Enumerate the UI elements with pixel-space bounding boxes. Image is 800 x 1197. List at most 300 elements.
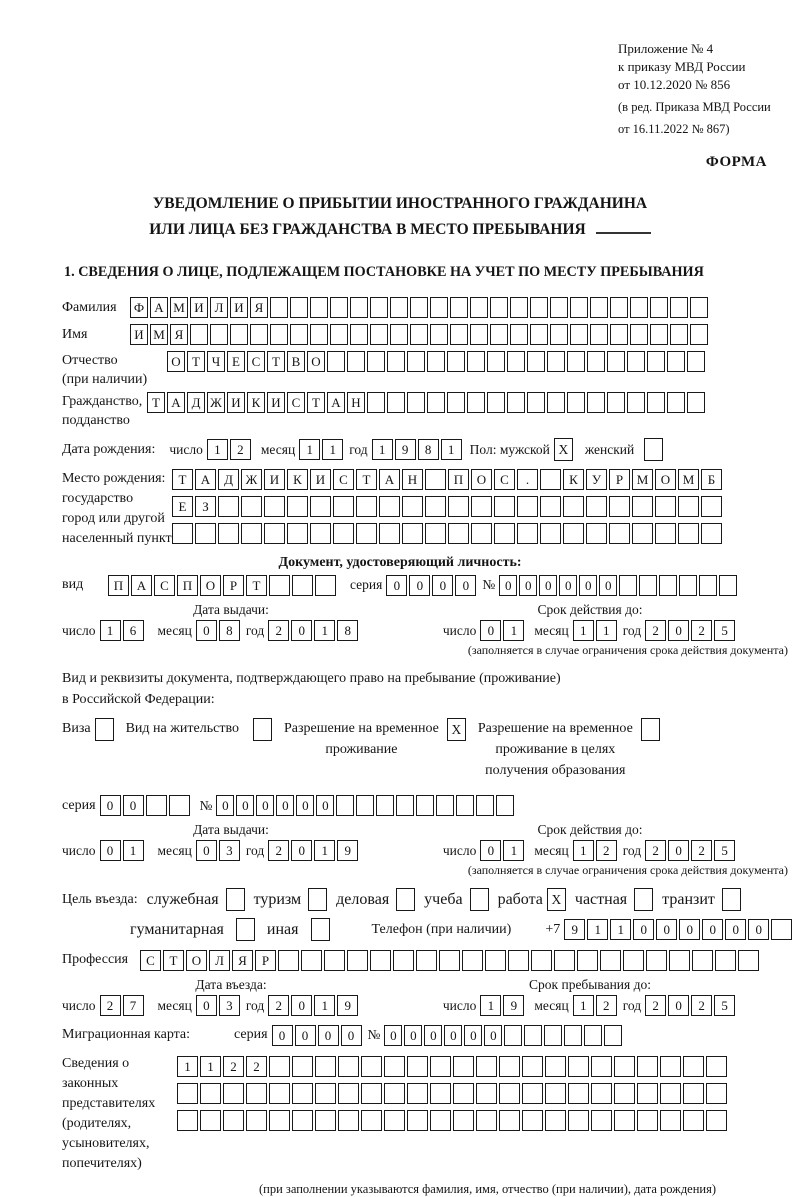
form-cell[interactable] <box>367 351 385 372</box>
form-cell[interactable] <box>719 575 737 596</box>
form-cell[interactable] <box>522 1110 543 1131</box>
form-cell[interactable]: 1 <box>372 439 393 460</box>
form-cell[interactable] <box>499 1083 520 1104</box>
purpose-official-checkbox[interactable] <box>226 888 245 911</box>
form-cell[interactable]: 0 <box>725 919 746 940</box>
form-cell[interactable] <box>690 324 708 345</box>
form-cell[interactable]: А <box>167 392 185 413</box>
form-cell[interactable]: Д <box>218 469 239 490</box>
form-cell[interactable] <box>447 351 465 372</box>
form-cell[interactable] <box>527 392 545 413</box>
form-cell[interactable] <box>330 297 348 318</box>
form-cell[interactable] <box>356 496 377 517</box>
form-cell[interactable] <box>292 575 313 596</box>
form-cell[interactable]: 0 <box>386 575 407 596</box>
form-cell[interactable]: 2 <box>268 840 289 861</box>
form-cell[interactable] <box>476 795 494 816</box>
form-cell[interactable]: У <box>586 469 607 490</box>
form-cell[interactable] <box>310 297 328 318</box>
form-cell[interactable] <box>269 1083 290 1104</box>
form-cell[interactable] <box>655 496 676 517</box>
form-cell[interactable] <box>706 1110 727 1131</box>
form-cell[interactable] <box>356 523 377 544</box>
form-cell[interactable]: 0 <box>272 1025 293 1046</box>
form-cell[interactable] <box>564 1025 582 1046</box>
form-cell[interactable] <box>361 1056 382 1077</box>
form-cell[interactable] <box>692 950 713 971</box>
form-cell[interactable] <box>384 1083 405 1104</box>
form-cell[interactable] <box>410 324 428 345</box>
form-cell[interactable] <box>647 392 665 413</box>
form-cell[interactable] <box>172 523 193 544</box>
form-cell[interactable]: 2 <box>268 995 289 1016</box>
form-cell[interactable] <box>637 1110 658 1131</box>
form-cell[interactable]: З <box>195 496 216 517</box>
form-cell[interactable]: 0 <box>196 995 217 1016</box>
form-cell[interactable] <box>499 1110 520 1131</box>
form-cell[interactable] <box>490 297 508 318</box>
form-cell[interactable]: 0 <box>100 840 121 861</box>
form-cell[interactable] <box>430 297 448 318</box>
form-cell[interactable]: 2 <box>691 620 712 641</box>
form-cell[interactable]: 5 <box>714 995 735 1016</box>
form-cell[interactable] <box>540 523 561 544</box>
form-cell[interactable]: Т <box>187 351 205 372</box>
form-cell[interactable] <box>370 297 388 318</box>
form-cell[interactable] <box>195 523 216 544</box>
form-cell[interactable] <box>338 1110 359 1131</box>
form-cell[interactable] <box>567 351 585 372</box>
form-cell[interactable]: 0 <box>668 620 689 641</box>
form-cell[interactable]: И <box>267 392 285 413</box>
form-cell[interactable]: 9 <box>337 995 358 1016</box>
form-cell[interactable] <box>327 351 345 372</box>
form-cell[interactable] <box>669 950 690 971</box>
form-cell[interactable]: 0 <box>296 795 314 816</box>
form-cell[interactable] <box>738 950 759 971</box>
form-cell[interactable] <box>350 324 368 345</box>
form-cell[interactable]: 0 <box>579 575 597 596</box>
form-cell[interactable]: 0 <box>236 795 254 816</box>
form-cell[interactable]: 1 <box>123 840 144 861</box>
form-cell[interactable]: О <box>471 469 492 490</box>
form-cell[interactable] <box>524 1025 542 1046</box>
form-cell[interactable] <box>678 496 699 517</box>
form-cell[interactable]: Е <box>227 351 245 372</box>
form-cell[interactable] <box>456 795 474 816</box>
form-cell[interactable] <box>210 324 228 345</box>
form-cell[interactable] <box>269 575 290 596</box>
form-cell[interactable] <box>324 950 345 971</box>
form-cell[interactable] <box>550 297 568 318</box>
form-cell[interactable]: П <box>108 575 129 596</box>
form-cell[interactable] <box>517 496 538 517</box>
form-cell[interactable]: 2 <box>645 840 666 861</box>
purpose-work-checkbox[interactable]: X <box>547 888 566 911</box>
form-cell[interactable]: 1 <box>480 995 501 1016</box>
form-cell[interactable] <box>396 795 414 816</box>
form-cell[interactable] <box>310 324 328 345</box>
form-cell[interactable]: В <box>287 351 305 372</box>
form-cell[interactable]: 2 <box>645 620 666 641</box>
form-cell[interactable] <box>338 1083 359 1104</box>
form-cell[interactable] <box>384 1110 405 1131</box>
form-cell[interactable]: 1 <box>314 995 335 1016</box>
form-cell[interactable] <box>647 351 665 372</box>
form-cell[interactable]: 0 <box>633 919 654 940</box>
form-cell[interactable] <box>223 1083 244 1104</box>
form-cell[interactable] <box>494 496 515 517</box>
form-cell[interactable] <box>292 1110 313 1131</box>
rvp-education-checkbox[interactable] <box>641 718 660 741</box>
form-cell[interactable]: Р <box>609 469 630 490</box>
form-cell[interactable]: 0 <box>291 620 312 641</box>
form-cell[interactable] <box>330 324 348 345</box>
form-cell[interactable]: Т <box>246 575 267 596</box>
form-cell[interactable]: И <box>227 392 245 413</box>
form-cell[interactable] <box>476 1056 497 1077</box>
form-cell[interactable] <box>241 496 262 517</box>
form-cell[interactable] <box>190 324 208 345</box>
form-cell[interactable]: Я <box>170 324 188 345</box>
form-cell[interactable] <box>471 496 492 517</box>
form-cell[interactable]: Н <box>347 392 365 413</box>
form-cell[interactable]: И <box>190 297 208 318</box>
form-cell[interactable] <box>439 950 460 971</box>
form-cell[interactable]: . <box>517 469 538 490</box>
form-cell[interactable]: С <box>247 351 265 372</box>
form-cell[interactable] <box>683 1056 704 1077</box>
form-cell[interactable] <box>177 1110 198 1131</box>
form-cell[interactable] <box>701 523 722 544</box>
rvp-checkbox[interactable]: X <box>447 718 466 741</box>
form-cell[interactable] <box>393 950 414 971</box>
form-cell[interactable] <box>402 523 423 544</box>
form-cell[interactable] <box>269 1110 290 1131</box>
form-cell[interactable] <box>547 392 565 413</box>
form-cell[interactable] <box>287 496 308 517</box>
form-cell[interactable]: Ч <box>207 351 225 372</box>
form-cell[interactable]: 2 <box>596 995 617 1016</box>
form-cell[interactable]: И <box>310 469 331 490</box>
form-cell[interactable] <box>430 1110 451 1131</box>
form-cell[interactable]: 0 <box>748 919 769 940</box>
form-cell[interactable]: А <box>195 469 216 490</box>
form-cell[interactable] <box>407 392 425 413</box>
form-cell[interactable] <box>292 1083 313 1104</box>
form-cell[interactable] <box>660 1110 681 1131</box>
form-cell[interactable]: 1 <box>100 620 121 641</box>
form-cell[interactable] <box>407 1083 428 1104</box>
form-cell[interactable] <box>290 297 308 318</box>
form-cell[interactable] <box>508 950 529 971</box>
form-cell[interactable]: 2 <box>230 439 251 460</box>
form-cell[interactable] <box>715 950 736 971</box>
form-cell[interactable] <box>544 1025 562 1046</box>
form-cell[interactable]: 0 <box>276 795 294 816</box>
form-cell[interactable] <box>600 950 621 971</box>
gender-female-checkbox[interactable] <box>644 438 663 461</box>
form-cell[interactable]: 1 <box>299 439 320 460</box>
form-cell[interactable] <box>407 1056 428 1077</box>
form-cell[interactable] <box>496 795 514 816</box>
form-cell[interactable]: Я <box>232 950 253 971</box>
form-cell[interactable] <box>609 496 630 517</box>
form-cell[interactable] <box>430 324 448 345</box>
form-cell[interactable]: 2 <box>691 840 712 861</box>
form-cell[interactable] <box>690 297 708 318</box>
form-cell[interactable]: 1 <box>441 439 462 460</box>
form-cell[interactable] <box>476 1083 497 1104</box>
form-cell[interactable]: 1 <box>587 919 608 940</box>
form-cell[interactable]: 0 <box>464 1025 482 1046</box>
form-cell[interactable] <box>527 351 545 372</box>
form-cell[interactable] <box>407 351 425 372</box>
form-cell[interactable]: 0 <box>404 1025 422 1046</box>
form-cell[interactable] <box>630 324 648 345</box>
form-cell[interactable]: Т <box>307 392 325 413</box>
form-cell[interactable] <box>632 496 653 517</box>
form-cell[interactable]: 9 <box>503 995 524 1016</box>
form-cell[interactable]: Р <box>223 575 244 596</box>
form-cell[interactable]: 0 <box>432 575 453 596</box>
form-cell[interactable] <box>467 351 485 372</box>
form-cell[interactable]: А <box>131 575 152 596</box>
form-cell[interactable] <box>470 324 488 345</box>
form-cell[interactable] <box>270 324 288 345</box>
form-cell[interactable] <box>402 496 423 517</box>
form-cell[interactable]: 1 <box>610 919 631 940</box>
form-cell[interactable]: Т <box>147 392 165 413</box>
form-cell[interactable]: 0 <box>455 575 476 596</box>
form-cell[interactable] <box>540 469 561 490</box>
form-cell[interactable]: К <box>247 392 265 413</box>
form-cell[interactable] <box>333 496 354 517</box>
form-cell[interactable] <box>430 1083 451 1104</box>
form-cell[interactable] <box>568 1110 589 1131</box>
form-cell[interactable]: 1 <box>207 439 228 460</box>
form-cell[interactable]: 2 <box>100 995 121 1016</box>
form-cell[interactable] <box>310 523 331 544</box>
form-cell[interactable]: 0 <box>196 840 217 861</box>
form-cell[interactable] <box>487 392 505 413</box>
form-cell[interactable] <box>706 1056 727 1077</box>
form-cell[interactable] <box>410 297 428 318</box>
form-cell[interactable] <box>610 297 628 318</box>
form-cell[interactable] <box>660 1083 681 1104</box>
form-cell[interactable]: 1 <box>177 1056 198 1077</box>
form-cell[interactable] <box>246 1110 267 1131</box>
form-cell[interactable] <box>287 523 308 544</box>
form-cell[interactable] <box>453 1056 474 1077</box>
form-cell[interactable] <box>586 523 607 544</box>
form-cell[interactable] <box>250 324 268 345</box>
form-cell[interactable]: 2 <box>223 1056 244 1077</box>
form-cell[interactable] <box>646 950 667 971</box>
form-cell[interactable]: О <box>167 351 185 372</box>
form-cell[interactable]: 0 <box>559 575 577 596</box>
form-cell[interactable]: 9 <box>337 840 358 861</box>
form-cell[interactable]: 0 <box>291 995 312 1016</box>
form-cell[interactable] <box>476 1110 497 1131</box>
form-cell[interactable]: К <box>563 469 584 490</box>
form-cell[interactable]: 0 <box>100 795 121 816</box>
purpose-transit-checkbox[interactable] <box>722 888 741 911</box>
form-cell[interactable]: 1 <box>573 840 594 861</box>
form-cell[interactable] <box>292 1056 313 1077</box>
form-cell[interactable] <box>416 950 437 971</box>
form-cell[interactable]: С <box>287 392 305 413</box>
form-cell[interactable] <box>470 297 488 318</box>
form-cell[interactable] <box>607 351 625 372</box>
form-cell[interactable] <box>545 1083 566 1104</box>
form-cell[interactable] <box>627 392 645 413</box>
form-cell[interactable] <box>347 950 368 971</box>
form-cell[interactable]: 1 <box>573 995 594 1016</box>
form-cell[interactable]: 0 <box>318 1025 339 1046</box>
form-cell[interactable]: 8 <box>418 439 439 460</box>
form-cell[interactable]: А <box>150 297 168 318</box>
form-cell[interactable] <box>545 1110 566 1131</box>
form-cell[interactable] <box>563 496 584 517</box>
form-cell[interactable]: С <box>154 575 175 596</box>
purpose-humanitarian-checkbox[interactable] <box>236 918 255 941</box>
form-cell[interactable]: 0 <box>424 1025 442 1046</box>
form-cell[interactable]: 0 <box>484 1025 502 1046</box>
form-cell[interactable] <box>499 1056 520 1077</box>
form-cell[interactable]: 0 <box>341 1025 362 1046</box>
form-cell[interactable] <box>315 1110 336 1131</box>
form-cell[interactable] <box>679 575 697 596</box>
form-cell[interactable] <box>678 523 699 544</box>
form-cell[interactable] <box>376 795 394 816</box>
form-cell[interactable] <box>370 324 388 345</box>
form-cell[interactable] <box>614 1083 635 1104</box>
form-cell[interactable]: П <box>177 575 198 596</box>
form-cell[interactable] <box>485 950 506 971</box>
form-cell[interactable] <box>667 392 685 413</box>
form-cell[interactable]: О <box>186 950 207 971</box>
form-cell[interactable]: Ж <box>241 469 262 490</box>
form-cell[interactable]: 3 <box>219 995 240 1016</box>
residence-permit-checkbox[interactable] <box>253 718 272 741</box>
form-cell[interactable]: 0 <box>499 575 517 596</box>
form-cell[interactable] <box>604 1025 622 1046</box>
form-cell[interactable] <box>586 496 607 517</box>
form-cell[interactable] <box>699 575 717 596</box>
form-cell[interactable]: А <box>327 392 345 413</box>
form-cell[interactable] <box>568 1056 589 1077</box>
form-cell[interactable] <box>200 1110 221 1131</box>
form-cell[interactable] <box>587 392 605 413</box>
form-cell[interactable] <box>200 1083 221 1104</box>
form-cell[interactable]: 1 <box>596 620 617 641</box>
form-cell[interactable] <box>379 496 400 517</box>
form-cell[interactable]: К <box>287 469 308 490</box>
form-cell[interactable] <box>683 1083 704 1104</box>
form-cell[interactable]: 0 <box>668 840 689 861</box>
form-cell[interactable] <box>448 496 469 517</box>
form-cell[interactable] <box>667 351 685 372</box>
form-cell[interactable]: 2 <box>596 840 617 861</box>
form-cell[interactable]: И <box>230 297 248 318</box>
form-cell[interactable] <box>310 496 331 517</box>
form-cell[interactable]: О <box>307 351 325 372</box>
form-cell[interactable] <box>530 297 548 318</box>
form-cell[interactable]: 0 <box>702 919 723 940</box>
form-cell[interactable] <box>425 469 446 490</box>
form-cell[interactable]: М <box>678 469 699 490</box>
form-cell[interactable] <box>670 324 688 345</box>
form-cell[interactable]: 1 <box>314 620 335 641</box>
form-cell[interactable] <box>584 1025 602 1046</box>
form-cell[interactable] <box>146 795 167 816</box>
form-cell[interactable]: С <box>140 950 161 971</box>
form-cell[interactable]: 5 <box>714 620 735 641</box>
form-cell[interactable] <box>610 324 628 345</box>
purpose-business-checkbox[interactable] <box>396 888 415 911</box>
form-cell[interactable]: 7 <box>123 995 144 1016</box>
form-cell[interactable]: 9 <box>395 439 416 460</box>
form-cell[interactable]: Н <box>402 469 423 490</box>
form-cell[interactable] <box>771 919 792 940</box>
form-cell[interactable]: О <box>655 469 676 490</box>
form-cell[interactable]: Л <box>210 297 228 318</box>
form-cell[interactable] <box>278 950 299 971</box>
form-cell[interactable]: Т <box>267 351 285 372</box>
form-cell[interactable] <box>570 297 588 318</box>
form-cell[interactable] <box>246 1083 267 1104</box>
form-cell[interactable] <box>687 351 705 372</box>
form-cell[interactable] <box>416 795 434 816</box>
form-cell[interactable] <box>590 297 608 318</box>
form-cell[interactable] <box>577 950 598 971</box>
form-cell[interactable]: 0 <box>384 1025 402 1046</box>
form-cell[interactable]: 0 <box>679 919 700 940</box>
form-cell[interactable] <box>471 523 492 544</box>
form-cell[interactable] <box>270 297 288 318</box>
form-cell[interactable] <box>462 950 483 971</box>
form-cell[interactable]: 2 <box>645 995 666 1016</box>
form-cell[interactable] <box>223 1110 244 1131</box>
form-cell[interactable] <box>619 575 637 596</box>
form-cell[interactable] <box>453 1110 474 1131</box>
form-cell[interactable] <box>659 575 677 596</box>
form-cell[interactable] <box>430 1056 451 1077</box>
form-cell[interactable] <box>448 523 469 544</box>
form-cell[interactable]: И <box>264 469 285 490</box>
form-cell[interactable]: 8 <box>337 620 358 641</box>
form-cell[interactable]: 0 <box>656 919 677 940</box>
form-cell[interactable] <box>336 795 354 816</box>
form-cell[interactable]: 0 <box>480 840 501 861</box>
form-cell[interactable] <box>350 297 368 318</box>
form-cell[interactable] <box>425 523 446 544</box>
form-cell[interactable] <box>315 575 336 596</box>
form-cell[interactable]: 0 <box>123 795 144 816</box>
form-cell[interactable] <box>545 1056 566 1077</box>
form-cell[interactable] <box>450 324 468 345</box>
form-cell[interactable] <box>169 795 190 816</box>
form-cell[interactable] <box>522 1056 543 1077</box>
form-cell[interactable]: 0 <box>599 575 617 596</box>
form-cell[interactable]: С <box>333 469 354 490</box>
form-cell[interactable] <box>591 1110 612 1131</box>
form-cell[interactable] <box>347 351 365 372</box>
form-cell[interactable] <box>301 950 322 971</box>
form-cell[interactable] <box>530 324 548 345</box>
form-cell[interactable] <box>637 1056 658 1077</box>
